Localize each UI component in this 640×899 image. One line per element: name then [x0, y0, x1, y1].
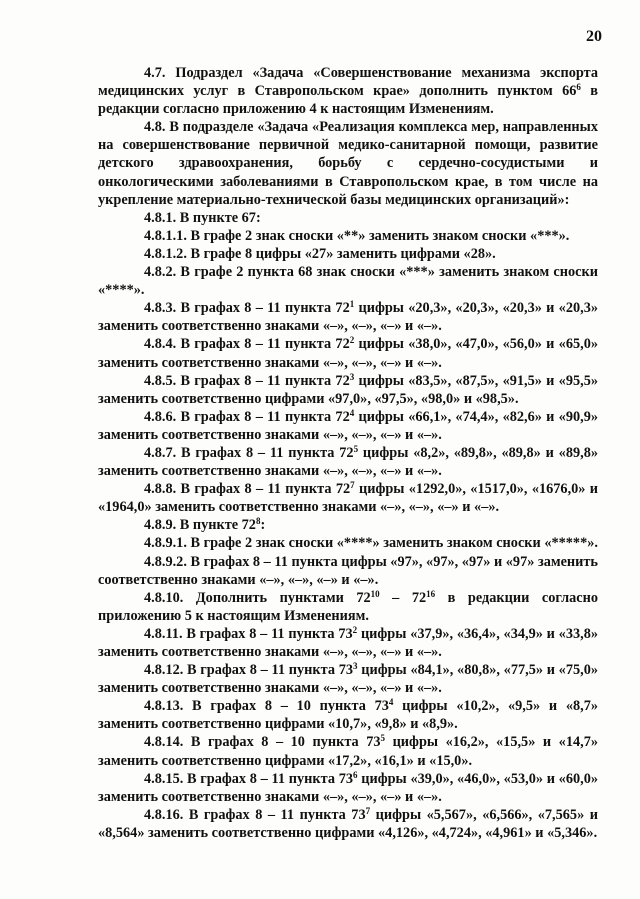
paragraph	[98, 299, 598, 335]
text-run: цифры «84,1», «80,8», «77,5» и «75,0» заменить соответственно знаками «–», «–», «–» и «–».	[98, 662, 598, 697]
text-run: 4.8.9.1. В графе 2 знак сноски «****» заменить знаком сноски «*****».	[144, 535, 598, 552]
paragraph	[98, 263, 598, 299]
text-run: 4.8.7. В графах 8 – 11 пункта 72	[144, 444, 354, 461]
superscript: 5	[353, 443, 359, 454]
document-body	[98, 64, 598, 842]
text-run: – 72	[379, 589, 427, 606]
paragraph	[98, 227, 598, 245]
superscript: 10	[370, 588, 380, 599]
superscript: 1	[349, 299, 355, 310]
paragraph	[98, 444, 598, 480]
text-run: цифры «66,1», «74,4», «82,6» и «90,9» заменить соответственно знаками «–», «–», «–» и «–».	[98, 408, 599, 443]
paragraph	[98, 516, 598, 534]
paragraph	[98, 64, 598, 118]
text-run: 4.8.5. В графах 8 – 11 пункта 72	[144, 372, 350, 389]
page-number: 20	[586, 28, 602, 45]
text-run: 4.8.4. В графах 8 – 11 пункта 72	[144, 336, 350, 353]
text-run: цифры «5,567», «6,566», «7,565» и «8,564» заменить соответственно цифрами «4,126», «4,724», «4,961» и «5,346».	[98, 806, 598, 841]
paragraph	[98, 480, 598, 516]
text-run: 4.8.8. В графах 8 – 11 пункта 72	[144, 481, 351, 498]
paragraph	[98, 372, 598, 408]
text-run: 4.8.9. В пункте 72	[144, 517, 256, 534]
text-run: 4.8.1. В пункте 67:	[144, 209, 261, 226]
superscript: 6	[576, 82, 581, 93]
paragraph	[98, 733, 598, 769]
text-run: 4.8.10. Дополнить пунктами 72	[144, 589, 371, 606]
superscript: 5	[380, 733, 386, 744]
paragraph	[98, 553, 598, 589]
superscript: 3	[353, 661, 358, 672]
paragraph	[98, 661, 598, 697]
paragraph	[98, 770, 598, 806]
superscript: 8	[255, 516, 261, 527]
superscript: 7	[365, 805, 371, 816]
text-run: 4.8.16. В графах 8 – 11 пункта 73	[144, 806, 366, 823]
superscript: 3	[349, 371, 355, 382]
superscript: 7	[350, 480, 355, 491]
paragraph	[98, 697, 598, 733]
paragraph	[98, 118, 598, 208]
text-run: :	[260, 517, 266, 534]
text-run: в редакции согласно приложению 4 к настоящим Изменениям.	[98, 83, 598, 118]
text-run: 4.8.1.1. В графе 2 знак сноски «**» заменить знаком сноски «***».	[144, 227, 570, 244]
text-run: в редакции согласно приложению 5 к настоящим Изменениям.	[98, 589, 599, 624]
text-run: цифры «8,2», «89,8», «89,8» и «89,8» заменить соответственно знаками «–», «–», «–» и «–».	[98, 444, 598, 480]
text-run: цифры «38,0», «47,0», «56,0» и «65,0» заменить соответственно знаками «–», «–», «–» и «–».	[98, 336, 599, 371]
text-run: 4.8. В подразделе «Задача «Реализация комплекса мер, направленных на совершенствование первичной медико-санитарной помощи, развитие детского здравоохранения, борьбу с сердечно-сосудистыми и онкологическими заболеваниями в Ставропольском крае, в том числе на укрепление материально-технической базы медицинских организаций»:	[98, 119, 598, 208]
superscript: 2	[349, 335, 355, 346]
text-run: 4.8.12. В графах 8 – 11 пункта 73	[144, 662, 354, 679]
text-run: цифры «20,3», «20,3», «20,3» и «20,3» заменить соответственно знаками «–», «–», «–» и «–».	[98, 300, 599, 335]
text-run: цифры «1292,0», «1517,0», «1676,0» и «1964,0» заменить соответственно знаками «–», «–», «–» и «–».	[98, 481, 599, 516]
text-run: 4.8.1.2. В графе 8 цифры «27» заменить цифрами «28».	[144, 245, 496, 262]
paragraph	[98, 534, 598, 552]
superscript: 4	[388, 697, 394, 708]
superscript: 4	[349, 407, 355, 418]
text-run: цифры «37,9», «36,4», «34,9» и «33,8» заменить соответственно знаками «–», «–», «–» и «–».	[98, 625, 599, 660]
text-run: 4.7. Подраздел «Задача «Совершенствование механизма экспорта медицинских услуг в Ставропольском крае» дополнить пунктом 66	[98, 65, 598, 100]
text-run: 4.8.2. В графе 2 пункта 68 знак сноски «***» заменить знаком сноски «****».	[98, 264, 598, 299]
text-run: 4.8.3. В графах 8 – 11 пункта 72	[144, 300, 350, 317]
text-run: 4.8.14. В графах 8 – 10 пункта 73	[144, 734, 381, 751]
paragraph	[98, 625, 598, 661]
text-run: 4.8.6. В графах 8 – 11 пункта 72	[144, 408, 350, 425]
text-run: 4.8.11. В графах 8 – 11 пункта 73	[144, 625, 353, 642]
text-run: цифры «83,5», «87,5», «91,5» и «95,5» заменить соответственно цифрами «97,0», «97,5», «98,0» и «98,5».	[98, 372, 599, 407]
text-run: 4.8.13. В графах 8 – 10 пункта 73	[144, 698, 389, 715]
text-run: цифры «16,2», «15,5» и «14,7» заменить соответственно цифрами «17,2», «16,1» и «15,0».	[98, 734, 598, 769]
superscript: 2	[352, 624, 358, 635]
text-run: цифры «10,2», «9,5» и «8,7» заменить соответственно цифрами «10,7», «9,8» и «8,9».	[98, 698, 598, 733]
paragraph	[98, 408, 598, 444]
superscript: 6	[353, 769, 358, 780]
superscript: 16	[426, 588, 436, 599]
text-run: 4.8.9.2. В графах 8 – 11 пункта цифры «97», «97», «97» и «97» заменить соответственно знаками «–», «–», «–» и «–».	[98, 553, 598, 588]
paragraph	[98, 589, 598, 625]
paragraph	[98, 209, 598, 227]
text-run: 4.8.15. В графах 8 – 11 пункта 73	[144, 770, 354, 787]
paragraph	[98, 806, 598, 842]
text-run: цифры «39,0», «46,0», «53,0» и «60,0» заменить соответственно знаками «–», «–», «–» и «–».	[98, 770, 598, 805]
paragraph	[98, 335, 598, 371]
paragraph	[98, 245, 598, 263]
